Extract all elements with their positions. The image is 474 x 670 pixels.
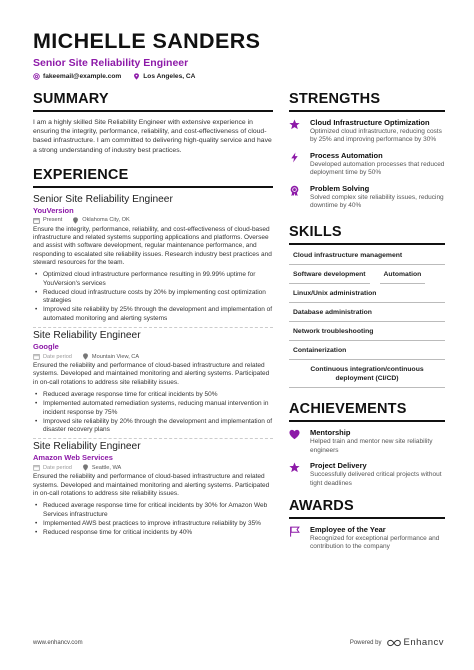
strength-title: Problem Solving: [310, 183, 370, 193]
calendar-icon: [33, 353, 40, 360]
candidate-title: Senior Site Reliability Engineer: [33, 57, 189, 69]
job-description: Ensured the reliability and performance of cloud-based infrastructure and related systems. Developed and maintained monitoring and alerting systems. Participated in on-call rotations to address site reliability issues.: [33, 473, 270, 498]
calendar-icon: [33, 464, 40, 471]
skill-tag: Automation: [380, 270, 426, 284]
bullet-item: • Reduced response time for critical incidents by 40%: [33, 529, 273, 537]
bullet-item: • Reduced average response time for critical incidents by 30% for Amazon Web Services infrastructure: [33, 502, 273, 519]
contact-email[interactable]: [33, 73, 121, 80]
location-pin-icon: [72, 217, 79, 224]
company-name: Amazon Web Services: [33, 453, 113, 463]
award-desc: Recognized for exceptional performance and contribution to the company: [310, 535, 440, 551]
lightning-icon: [289, 152, 300, 163]
strengths-heading: STRENGTHS: [289, 91, 445, 112]
award-title: Employee of the Year: [310, 525, 386, 535]
achievement-title: Mentorship: [310, 428, 351, 438]
summary-heading: SUMMARY: [33, 91, 273, 112]
skill-tag: Continuous integration/continuous deployment (CI/CD): [289, 365, 445, 388]
achievement-item: [289, 428, 445, 455]
job-date: Date period: [43, 464, 72, 471]
resume-columns: [33, 91, 445, 558]
bullet-item: • Improved site reliability by 20% through the development and implementation of disaster recovery plans: [33, 418, 273, 435]
location-text: Los Angeles, CA: [143, 73, 196, 80]
strength-desc: Developed automation processes that reduced deployment time by 50%: [310, 160, 445, 177]
footer-site-link[interactable]: www.enhancv.com: [33, 639, 83, 646]
heart-icon: [289, 429, 300, 440]
contact-bar: [33, 73, 444, 80]
job-description: Ensured the reliability and performance of cloud-based infrastructure and related systems. Developed and maintained monitoring and alerting systems. Participated in on-call rotations to address site reliability issues.: [33, 362, 270, 386]
achievement-desc: Helped train and mentor new site reliability engineers: [310, 438, 433, 454]
left-column: [33, 91, 273, 558]
bullet-item: • Optimized cloud infrastructure performance resulting in 99.99% uptime for YouVersion's services: [33, 271, 273, 288]
bullet-item: • Reduced cloud infrastructure costs by 20% by implementing cost optimization strategies: [33, 289, 273, 306]
strength-desc: Solved complex site reliability issues, reducing downtime by 40%: [310, 193, 444, 210]
strength-item: [289, 118, 445, 145]
divider: [33, 327, 273, 328]
flag-icon: [289, 526, 300, 537]
job-meta: [33, 353, 273, 360]
job-meta: [33, 217, 273, 224]
medal-icon: [289, 185, 300, 196]
bullet-item: • Improved site reliability by 25% through the development and implementation of automated monitoring and alerting systems: [33, 306, 273, 323]
star-icon: [289, 119, 300, 130]
job-date: Present: [43, 217, 63, 224]
strength-desc: Optimized cloud infrastructure, reducing costs by 25% and improving performance by 30%: [310, 128, 442, 144]
job-bullets: [33, 502, 273, 537]
location-pin-icon: [82, 353, 89, 360]
skills-heading: SKILLS: [289, 224, 445, 245]
job-location: Seattle, WA: [91, 464, 122, 471]
star-icon: [289, 462, 300, 473]
bullet-item: • Implemented AWS best practices to improve infrastructure reliability by 35%: [33, 520, 273, 528]
strength-title: Process Automation: [310, 150, 383, 160]
job-title: Site Reliability Engineer: [33, 330, 141, 342]
skill-tag: Linux/Unix administration: [289, 289, 445, 303]
job-bullets: [33, 391, 273, 434]
location-pin-icon: [133, 73, 140, 80]
achievement-item: [289, 461, 445, 488]
experience-item: [33, 194, 273, 323]
email-text: fakeemail@example.com: [43, 73, 122, 80]
awards-heading: AWARDS: [289, 498, 445, 519]
job-location: Mountain View, CA: [91, 353, 140, 360]
brand-logo[interactable]: [387, 637, 444, 648]
strength-item: [289, 151, 445, 178]
strength-title: Cloud Infrastructure Optimization: [310, 118, 430, 127]
job-title: Senior Site Reliability Engineer: [33, 193, 173, 205]
right-column: [289, 91, 445, 558]
award-item: [289, 525, 445, 552]
skill-tag: Containerization: [289, 346, 445, 360]
experience-heading: EXPERIENCE: [33, 167, 273, 188]
achievements-heading: ACHIEVEMENTS: [289, 401, 445, 422]
summary-text: I am a highly skilled Site Reliability Engineer with extensive experience in ensuring the integrity, performance, reliability, and cost-effectiveness of cloud-based infrastructure. I am committed to delivering high-quality service and have a strong understanding of industry best practices.: [33, 119, 272, 154]
skill-tag: Software development: [289, 270, 370, 284]
infinity-icon: [387, 639, 401, 647]
experience-item: [33, 441, 273, 537]
divider: [33, 438, 273, 439]
location-pin-icon: [82, 464, 89, 471]
contact-location: [133, 73, 195, 80]
bullet-item: • Implemented automated remediation systems, reducing manual intervention in incident response by 75%: [33, 400, 273, 417]
at-icon: [33, 73, 40, 80]
job-meta: [33, 464, 273, 471]
experience-item: [33, 330, 273, 434]
job-date: Date period: [43, 353, 72, 360]
skill-tag: Network troubleshooting: [289, 327, 445, 341]
job-location: Oklahoma City, OK: [82, 217, 130, 224]
company-name: Google: [33, 342, 59, 352]
job-description: Ensure the integrity, performance, reliability, and cost-effectiveness of cloud-based infrastructure and related systems supporting applications and platforms. Oversee and assist with software development, regular maintenance performance, and responding to escalated site reliability issues. Research industry best practices and steward resources for the team.: [33, 225, 272, 266]
job-bullets: [33, 271, 273, 323]
strength-item: [289, 184, 445, 211]
powered-by: [350, 637, 444, 648]
job-title: Site Reliability Engineer: [33, 441, 141, 453]
skill-tag: Database administration: [289, 308, 445, 322]
achievement-desc: Successfully delivered critical projects without tight deadlines: [310, 471, 442, 487]
company-name: YouVersion: [33, 205, 74, 215]
page-footer: [33, 637, 444, 648]
skill-tag: Cloud infrastructure management: [289, 251, 445, 265]
achievement-title: Project Delivery: [310, 461, 367, 471]
candidate-name: MICHELLE SANDERS: [33, 29, 261, 53]
calendar-icon: [33, 217, 40, 224]
bullet-item: • Reduced average response time for critical incidents by 50%: [33, 391, 273, 399]
brand-name: Enhancv: [403, 637, 444, 648]
skills-list: [289, 251, 445, 393]
powered-by-label: Powered by: [349, 639, 382, 646]
